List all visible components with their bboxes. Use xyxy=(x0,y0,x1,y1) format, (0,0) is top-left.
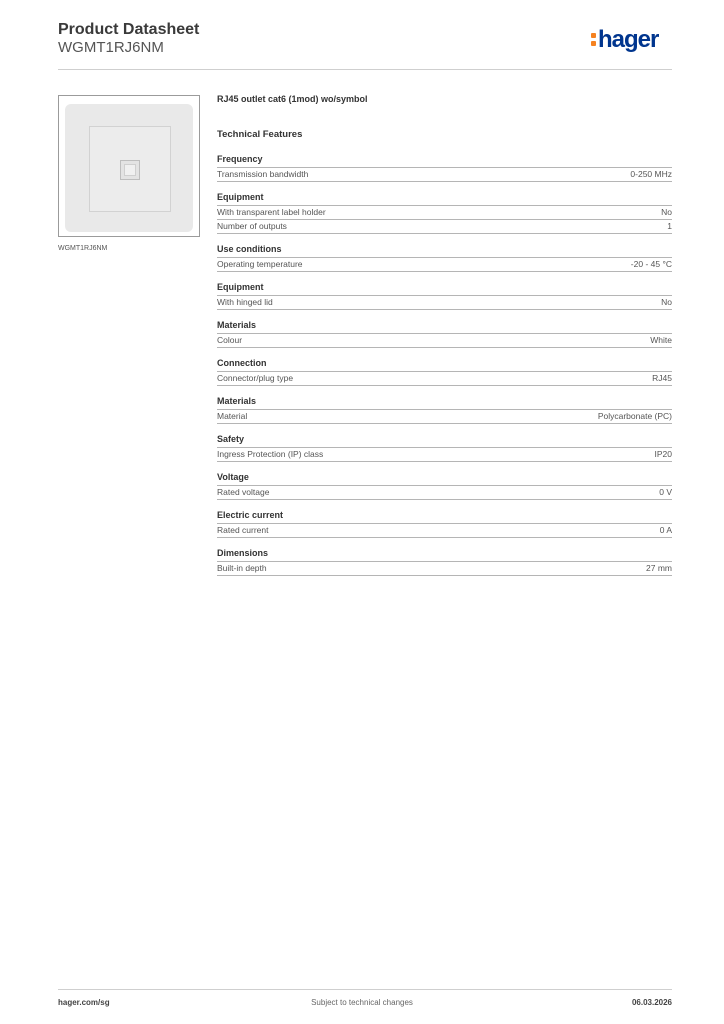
spec-group-title: Safety xyxy=(217,434,672,448)
spec-group-title: Voltage xyxy=(217,472,672,486)
spec-group-title: Materials xyxy=(217,396,672,410)
spec-value: RJ45 xyxy=(652,373,672,383)
image-caption: WGMT1RJ6NM xyxy=(58,245,108,252)
spec-value: 27 mm xyxy=(646,563,672,573)
spec-label: Number of outputs xyxy=(217,221,287,231)
spec-row xyxy=(217,372,672,386)
spec-groups xyxy=(217,154,672,576)
spec-row xyxy=(217,220,672,234)
footer-note: Subject to technical changes xyxy=(311,998,413,1007)
spec-label: Ingress Protection (IP) class xyxy=(217,449,324,459)
spec-group-title: Connection xyxy=(217,358,672,372)
spec-group xyxy=(217,244,672,272)
product-code: WGMT1RJ6NM xyxy=(58,39,164,56)
features-heading: Technical Features xyxy=(217,129,303,140)
spec-row xyxy=(217,258,672,272)
logo-dots-icon xyxy=(591,30,597,48)
spec-value: 0-250 MHz xyxy=(630,169,672,179)
hager-logo xyxy=(591,26,658,54)
spec-value: IP20 xyxy=(654,449,672,459)
outlet-plate xyxy=(65,104,193,232)
spec-group-title: Equipment xyxy=(217,192,672,206)
spec-row xyxy=(217,168,672,182)
spec-value: Polycarbonate (PC) xyxy=(597,411,672,421)
spec-group-title: Electric current xyxy=(217,510,672,524)
spec-group xyxy=(217,434,672,462)
spec-row xyxy=(217,562,672,576)
spec-group-title: Dimensions xyxy=(217,548,672,562)
spec-value: -20 - 45 °C xyxy=(630,259,672,269)
spec-group-title: Frequency xyxy=(217,154,672,168)
spec-label: Colour xyxy=(217,335,243,345)
spec-value: No xyxy=(661,207,672,217)
spec-label: Transmission bandwidth xyxy=(217,169,309,179)
spec-group xyxy=(217,472,672,500)
product-description: RJ45 outlet cat6 (1mod) wo/symbol xyxy=(217,94,368,104)
rj45-socket-icon xyxy=(120,160,140,180)
spec-label: Connector/plug type xyxy=(217,373,294,383)
spec-label: Rated current xyxy=(217,525,269,535)
spec-group-title: Equipment xyxy=(217,282,672,296)
header-divider xyxy=(58,69,672,70)
spec-value: White xyxy=(650,335,672,345)
page-title: Product Datasheet xyxy=(58,21,200,38)
spec-label: Operating temperature xyxy=(217,259,303,269)
product-image xyxy=(58,95,200,237)
outlet-frame xyxy=(89,126,171,212)
spec-value: No xyxy=(661,297,672,307)
spec-label: Rated voltage xyxy=(217,487,270,497)
spec-label: Built-in depth xyxy=(217,563,267,573)
spec-group xyxy=(217,154,672,182)
spec-group xyxy=(217,192,672,234)
spec-group xyxy=(217,548,672,576)
spec-group xyxy=(217,396,672,424)
spec-row xyxy=(217,206,672,220)
spec-group xyxy=(217,320,672,348)
spec-row xyxy=(217,448,672,462)
spec-value: 1 xyxy=(667,221,672,231)
logo-text: hager xyxy=(598,26,659,53)
spec-row xyxy=(217,524,672,538)
footer-divider xyxy=(58,989,672,990)
spec-value: 0 A xyxy=(659,525,672,535)
spec-group xyxy=(217,510,672,538)
footer-date: 06.03.2026 xyxy=(631,998,672,1007)
spec-row xyxy=(217,486,672,500)
spec-label: With transparent label holder xyxy=(217,207,326,217)
spec-value: 0 V xyxy=(659,487,672,497)
spec-group-title: Materials xyxy=(217,320,672,334)
spec-group xyxy=(217,282,672,310)
spec-group-title: Use conditions xyxy=(217,244,672,258)
specs-section xyxy=(217,94,672,586)
spec-label: Material xyxy=(217,411,248,421)
footer-website: hager.com/sg xyxy=(58,998,110,1007)
spec-row xyxy=(217,410,672,424)
spec-label: With hinged lid xyxy=(217,297,273,307)
spec-row xyxy=(217,334,672,348)
spec-row xyxy=(217,296,672,310)
spec-group xyxy=(217,358,672,386)
